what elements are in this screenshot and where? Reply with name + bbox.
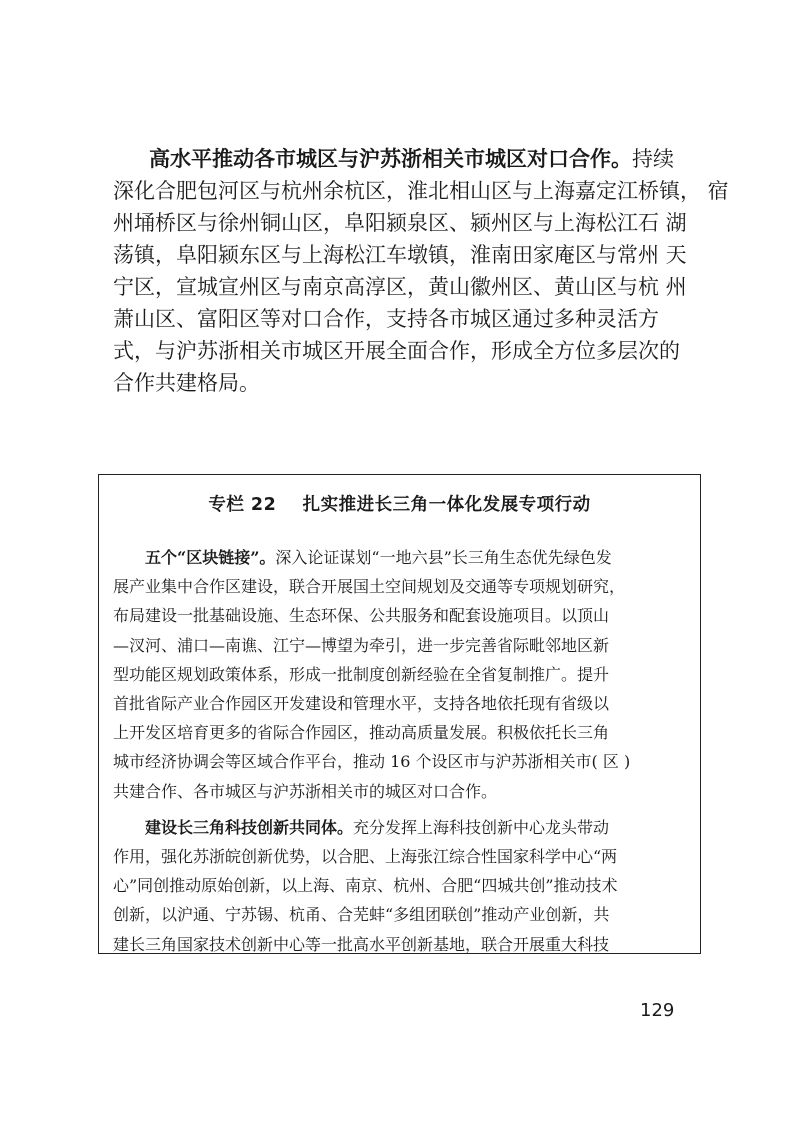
section-text: 深入论证谋划“一地六县”长三角生态优先绿色发 [275,548,612,567]
section-line: 作用，强化苏浙皖创新优势，以合肥、上海张江综合性国家科学中心“两 [113,847,618,867]
section-text: 充分发挥上海科技创新中心龙头带动 [353,817,610,837]
section-lead: 五个“区块链接”。 [145,548,276,567]
special-column-body [113,543,688,959]
paragraph-line [113,143,688,175]
section-lead: 建设长三角科技创新共同体。 [145,817,354,837]
section-line: 上开发区培育更多的省际合作园区，推动高质量发展。积极依托长三角 [113,723,610,743]
paragraph-line: 荡镇，阜阳颍东区与上海松江车墩镇，淮南田家庵区与常州 天 [113,243,687,267]
section-line: 首批省际产业合作园区开发建设和管理水平，支持各地依托现有省级以 [113,694,610,714]
section-line: 共建合作、各市城区与沪苏浙相关市的城区对口合作。 [113,781,498,801]
special-column-box [98,474,701,954]
paragraph-line: 萧山区、富阳区等对口合作，支持各市城区通过多种灵活方 [113,307,659,331]
paragraph-text: 持续 [632,147,674,171]
page-number: 129 [640,1000,675,1021]
section-line: 心”同创推动原始创新，以上海、南京、杭州、合肥“四城共创”推动技术 [113,876,618,896]
section-line: —汊河、浦口—南谯、江宁—博望为牵引，进一步完善省际毗邻地区新 [113,635,610,655]
section-line: 布局建设一批基础设施、生态环保、公共服务和配套设施项目。以顶山 [113,606,610,626]
paragraph-line: 合作共建格局。 [113,371,260,395]
section-line [113,543,688,572]
section-line: 建长三角国家技术创新中心等一批高水平创新基地，联合开展重大科技 [113,934,610,954]
section-line [113,813,688,842]
paragraph-line: 式，与沪苏浙相关市城区开展全面合作，形成全方位多层次的 [113,339,680,363]
main-paragraph [113,143,729,399]
paragraph-line: 深化合肥包河区与杭州余杭区，淮北相山区与上海嘉定江桥镇， 宿 [113,179,729,203]
section-line: 城市经济协调会等区域合作平台，推动 16 个设区市与沪苏浙相关市( 区 ) [113,752,631,772]
section-line: 展产业集中合作区建设，联合开展国土空间规划及交通等专项规划研究， [113,577,626,597]
section-line: 型功能区规划政策体系，形成一批制度创新经验在全省复制推广。提升 [113,664,610,684]
paragraph-line: 宁区，宣城宣州区与南京高淳区，黄山徽州区、黄山区与杭 州 [113,275,687,299]
special-column-title: 专栏 22 扎实推进长三角一体化发展专项行动 [208,495,591,515]
paragraph-line: 州埇桥区与徐州铜山区，阜阳颍泉区、颍州区与上海松江石 湖 [113,211,687,235]
section-line: 创新，以沪通、宁苏锡、杭甬、合芜蚌“多组团联创”推动产业创新，共 [113,905,610,925]
paragraph-lead: 高水平推动各市城区与沪苏浙相关市城区对口合作。 [149,146,632,171]
